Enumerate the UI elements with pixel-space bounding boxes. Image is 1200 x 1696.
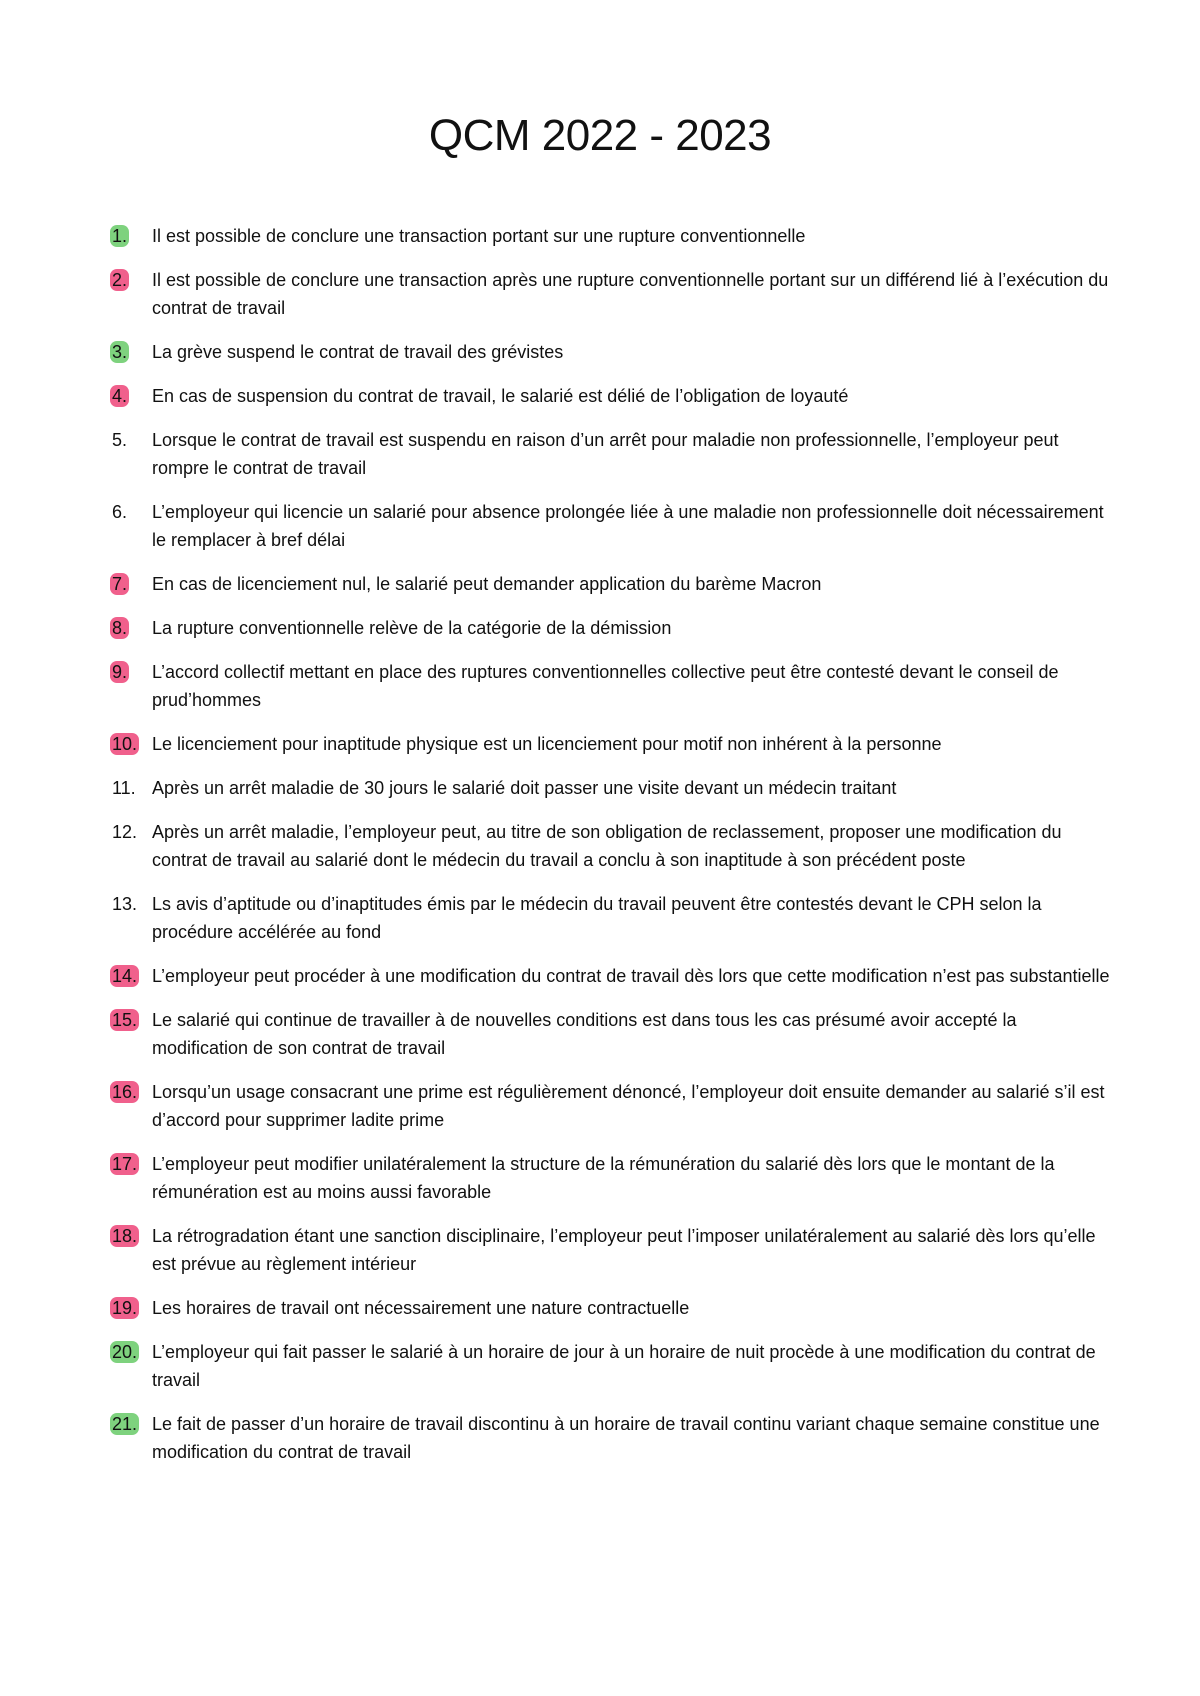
- question-number: [110, 1410, 152, 1466]
- question-text: L’employeur qui fait passer le salarié à un horaire de jour à un horaire de nuit procède à une modification du contrat de travail: [152, 1342, 1096, 1390]
- question-number-label: 9.: [112, 662, 128, 682]
- question-number: [110, 1338, 152, 1394]
- question-text: Ls avis d’aptitude ou d’inaptitudes émis par le médecin du travail peuvent être contestés devant le CPH selon la procédure accélérée au fond: [152, 894, 1042, 942]
- question-item: [110, 730, 1110, 758]
- question-number: [110, 818, 152, 874]
- question-text: Le salarié qui continue de travailler à de nouvelles conditions est dans tous les cas présumé avoir accepté la modification de son contrat de travail: [152, 1010, 1017, 1058]
- question-number-label: 8.: [112, 618, 128, 638]
- question-number-label: 13.: [112, 894, 138, 914]
- question-number-label: 4.: [112, 386, 128, 406]
- question-number-label: 19.: [112, 1298, 138, 1318]
- question-number-label: 6.: [112, 502, 128, 522]
- question-text: En cas de suspension du contrat de travail, le salarié est délié de l’obligation de loyauté: [152, 386, 849, 406]
- question-number: [110, 774, 152, 802]
- question-text: La rétrogradation étant une sanction disciplinaire, l’employeur peut l’imposer unilatéralement au salarié dès lors qu’elle est prévue au règlement intérieur: [152, 1226, 1096, 1274]
- question-number: [110, 614, 152, 642]
- question-item: [110, 498, 1110, 554]
- question-text: Le licenciement pour inaptitude physique est un licenciement pour motif non inhérent à la personne: [152, 734, 942, 754]
- question-number: [110, 658, 152, 714]
- question-number: [110, 382, 152, 410]
- question-item: [110, 1338, 1110, 1394]
- question-text: Les horaires de travail ont nécessairement une nature contractuelle: [152, 1298, 690, 1318]
- question-text: Le fait de passer d’un horaire de travail discontinu à un horaire de travail continu variant chaque semaine constitue une modification du contrat de travail: [152, 1414, 1100, 1462]
- question-number: [110, 498, 152, 554]
- question-number: [110, 730, 152, 758]
- question-number-label: 3.: [112, 342, 128, 362]
- question-item: [110, 1150, 1110, 1206]
- question-number-label: 11.: [112, 778, 136, 798]
- question-item: [110, 1410, 1110, 1466]
- question-text: En cas de licenciement nul, le salarié peut demander application du barème Macron: [152, 574, 822, 594]
- question-text: Après un arrêt maladie, l’employeur peut, au titre de son obligation de reclassement, proposer une modification du contrat de travail au salarié dont le médecin du travail a conclu à son inaptitude à son précédent poste: [152, 822, 1062, 870]
- page-title: QCM 2022 - 2023: [428, 111, 772, 160]
- question-text: Il est possible de conclure une transaction portant sur une rupture conventionnelle: [152, 226, 806, 246]
- question-item: [110, 774, 1110, 802]
- question-number-label: 5.: [112, 430, 128, 450]
- question-text: L’employeur qui licencie un salarié pour absence prolongée liée à une maladie non professionnelle doit nécessairement le remplacer à bref délai: [152, 502, 1104, 550]
- question-text: L’accord collectif mettant en place des ruptures conventionnelles collective peut être contesté devant le conseil de prud’hommes: [152, 662, 1059, 710]
- question-number: [110, 338, 152, 366]
- question-item: [110, 1294, 1110, 1322]
- question-number-label: 7.: [112, 574, 128, 594]
- question-item: [110, 1078, 1110, 1134]
- question-item: [110, 570, 1110, 598]
- question-number: [110, 570, 152, 598]
- question-text: L’employeur peut modifier unilatéralement la structure de la rémunération du salarié dès lors que le montant de la rémunération est au moins aussi favorable: [152, 1154, 1055, 1202]
- question-number-label: 20.: [112, 1342, 138, 1362]
- question-item: [110, 818, 1110, 874]
- question-number: [110, 1222, 152, 1278]
- question-item: [110, 338, 1110, 366]
- question-item: [110, 658, 1110, 714]
- question-item: [110, 222, 1110, 250]
- question-item: [110, 426, 1110, 482]
- question-number: [110, 1150, 152, 1206]
- question-item: [110, 614, 1110, 642]
- question-number: [110, 1078, 152, 1134]
- question-number-label: 12.: [112, 822, 138, 842]
- question-text: Lorsque le contrat de travail est suspendu en raison d’un arrêt pour maladie non professionnelle, l’employeur peut rompre le contrat de travail: [152, 430, 1059, 478]
- question-text: L’employeur peut procéder à une modification du contrat de travail dès lors que cette modification n’est pas substantielle: [152, 966, 1110, 986]
- question-item: [110, 962, 1110, 990]
- question-number-label: 10.: [112, 734, 138, 754]
- question-number: [110, 426, 152, 482]
- question-number-label: 16.: [112, 1082, 138, 1102]
- question-number: [110, 222, 152, 250]
- question-item: [110, 890, 1110, 946]
- question-text: La grève suspend le contrat de travail des grévistes: [152, 342, 564, 362]
- question-text: La rupture conventionnelle relève de la catégorie de la démission: [152, 618, 672, 638]
- question-number: [110, 1294, 152, 1322]
- question-number-label: 15.: [112, 1010, 138, 1030]
- question-item: [110, 266, 1110, 322]
- question-number: [110, 266, 152, 322]
- question-text: Après un arrêt maladie de 30 jours le salarié doit passer une visite devant un médecin traitant: [152, 778, 897, 798]
- question-item: [110, 382, 1110, 410]
- question-number-label: 21.: [112, 1414, 138, 1434]
- question-number: [110, 962, 152, 990]
- question-number-label: 18.: [112, 1226, 138, 1246]
- question-text: Il est possible de conclure une transaction après une rupture conventionnelle portant sur un différend lié à l’exécution du contrat de travail: [152, 270, 1109, 318]
- question-number-label: 14.: [112, 966, 138, 986]
- question-number-label: 1.: [112, 226, 128, 246]
- question-number: [110, 890, 152, 946]
- question-list: [110, 222, 1110, 1482]
- question-text: Lorsqu’un usage consacrant une prime est régulièrement dénoncé, l’employeur doit ensuite demander au salarié s’il est d’accord pour supprimer ladite prime: [152, 1082, 1105, 1130]
- question-number-label: 17.: [112, 1154, 138, 1174]
- question-item: [110, 1006, 1110, 1062]
- question-item: [110, 1222, 1110, 1278]
- question-number: [110, 1006, 152, 1062]
- question-number-label: 2.: [112, 270, 128, 290]
